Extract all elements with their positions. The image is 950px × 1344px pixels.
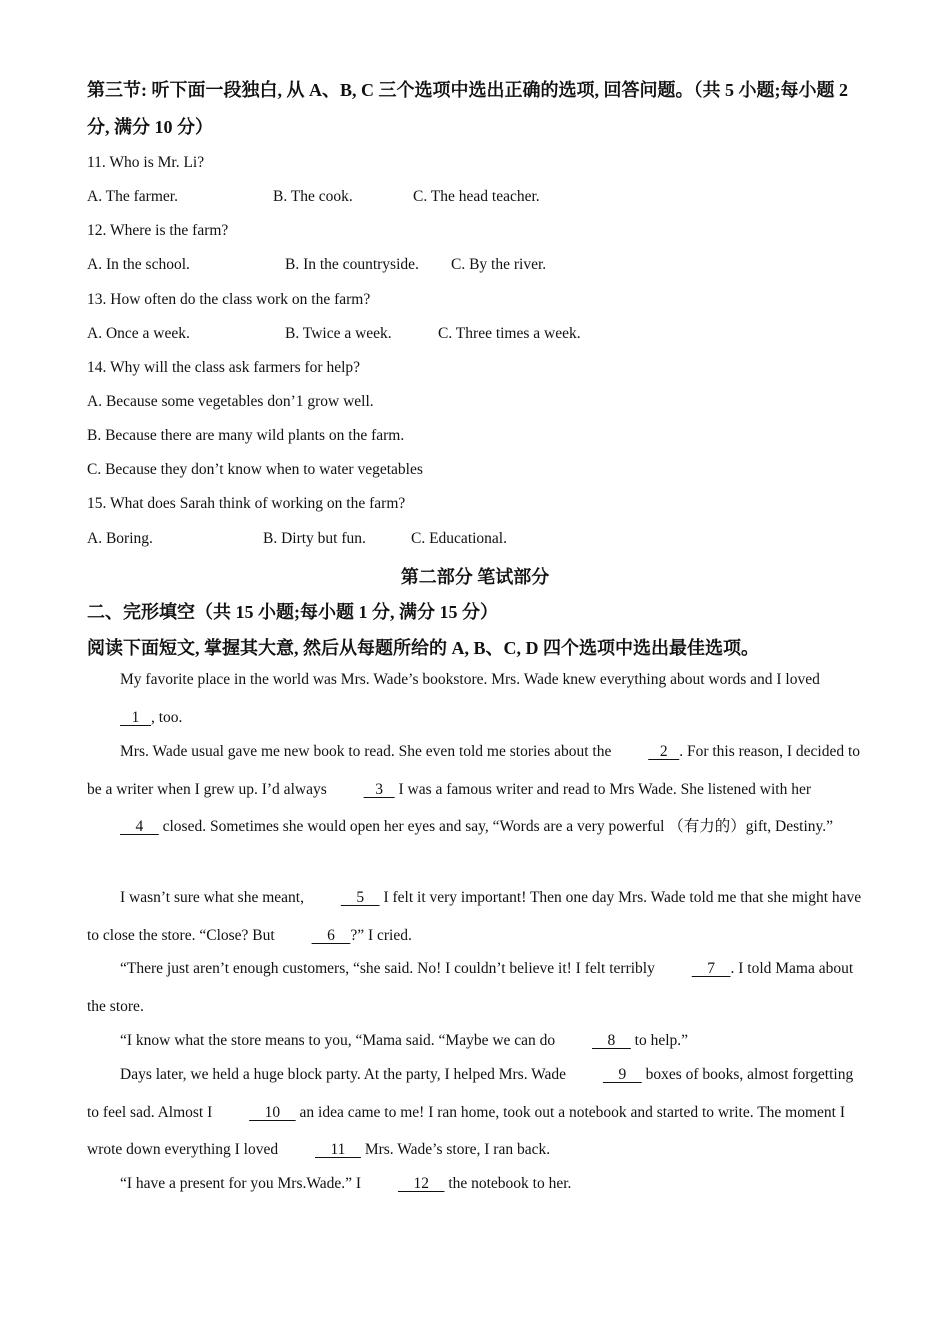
blank-12: 12: [397, 1175, 445, 1192]
passage-paragraph-4: “There just aren’t enough customers, “she said. No! I couldn’t believe it! I felt terribly 7 . I told Mama about the store.: [87, 950, 867, 1025]
question-14: 14. Why will the class ask farmers for help?: [87, 359, 361, 376]
blank-6: 6: [311, 926, 351, 944]
question-11: 11. Who is Mr. Li?: [87, 154, 205, 171]
blank-3: 3: [363, 780, 395, 798]
option-b: B. Twice a week.: [285, 325, 392, 342]
passage-paragraph-1: My favorite place in the world was Mrs. Wade’s bookstore. Mrs. Wade knew everything about words and I loved 1 , too.: [87, 661, 867, 736]
options-13: [87, 325, 581, 343]
option-a: A. Once a week.: [87, 325, 190, 342]
blank-2: 2: [648, 743, 680, 760]
option-c: C. Educational.: [411, 530, 507, 547]
blank-7: 7: [691, 960, 731, 977]
section3-heading: 第三节: 听下面一段独白, 从 A、B, C 三个选项中选出正确的选项, 回答问题。（共 5 小题;每小题 2 分, 满分 10 分）: [87, 80, 848, 137]
cloze-section-title: 二、完形填空（共 15 小题;每小题 1 分, 满分 15 分）: [87, 602, 498, 622]
passage-paragraph-5: “I know what the store means to you, “Mama said. “Maybe we can do 8 to help.”: [87, 1022, 867, 1060]
blank-9: 9: [602, 1066, 642, 1083]
option-14-b: B. Because there are many wild plants on the farm.: [87, 427, 405, 444]
cloze-instruction: 阅读下面短文, 掌握其大意, 然后从每题所给的 A, B、C, D 四个选项中选出最佳选项。: [87, 638, 759, 658]
passage-paragraph-7: “I have a present for you Mrs.Wade.” I 12 the notebook to her.: [87, 1165, 867, 1203]
option-14-c: C. Because they don’t know when to water vegetables: [87, 461, 423, 478]
blank-1: 1: [120, 708, 151, 726]
question-13: 13. How often do the class work on the farm?: [87, 291, 371, 308]
option-c: C. The head teacher.: [413, 188, 540, 205]
passage-paragraph-2: Mrs. Wade usual gave me new book to read. She even told me stories about the 2 . For this reason, I decided to be a writer when I grew up. I’d always 3 I was a famous writer and read to Mrs Wade. She listened with her 4 closed. Sometimes she would open her eyes and say, “Words are a very powerful （有力的）gift, Destiny.”: [87, 733, 867, 846]
blank-4: 4: [120, 818, 159, 835]
blank-5: 5: [340, 889, 380, 906]
option-b: B. Dirty but fun.: [263, 530, 366, 547]
part2-title: 第二部分 笔试部分: [400, 567, 550, 587]
option-14-a: A. Because some vegetables don’1 grow well.: [87, 393, 374, 410]
option-a: A. Boring.: [87, 530, 153, 547]
passage-paragraph-6: Days later, we held a huge block party. At the party, I helped Mrs. Wade 9 boxes of books, almost forgetting to feel sad. Almost I 10 an idea came to me! I ran home, took out a notebook and started to write. The moment I wrote down everything I loved 11 Mrs. Wade’s store, I ran back.: [87, 1056, 867, 1169]
option-a: A. In the school.: [87, 256, 190, 273]
options-12: [87, 256, 546, 274]
question-15: 15. What does Sarah think of working on the farm?: [87, 495, 406, 512]
option-c: C. By the river.: [451, 256, 547, 273]
question-12: 12. Where is the farm?: [87, 222, 229, 239]
blank-11: 11: [315, 1141, 361, 1158]
blank-8: 8: [592, 1032, 631, 1049]
options-15: [87, 530, 507, 548]
option-b: B. In the countryside.: [285, 256, 419, 273]
option-b: B. The cook.: [273, 188, 353, 205]
passage-paragraph-3: I wasn’t sure what she meant, 5 I felt it very important! Then one day Mrs. Wade told me that she might have to close the store. “Close? But 6 ?” I cried.: [87, 879, 867, 954]
option-c: C. Three times a week.: [438, 325, 581, 342]
option-a: A. The farmer.: [87, 188, 178, 205]
options-11: [87, 188, 540, 206]
blank-10: 10: [249, 1103, 296, 1121]
